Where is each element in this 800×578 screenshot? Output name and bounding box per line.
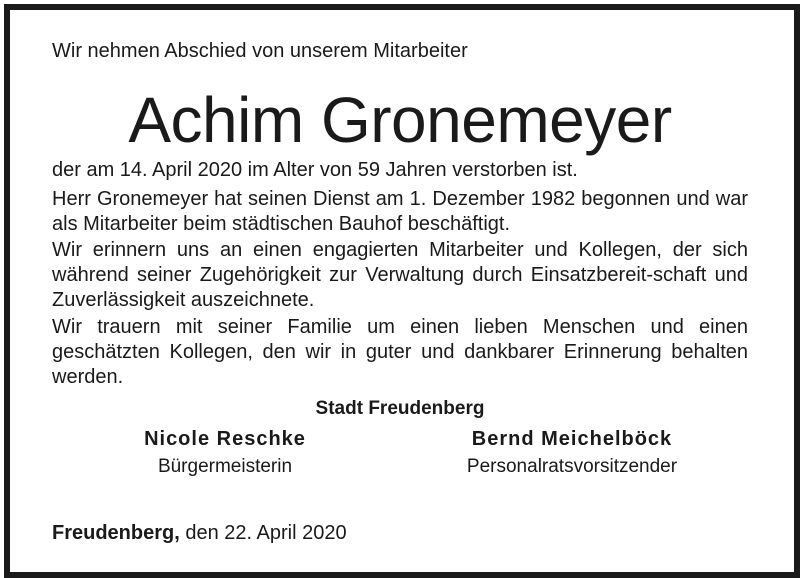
signatory-role: Personalratsvorsitzender	[466, 456, 678, 477]
paragraph-remembrance: Wir erinnern uns an einen engagierten Mitarbeiter und Kollegen, der sich während seiner Zugehörigkeit zur Verwaltung durch Einsatzbereit-schaft und Zuverlässigkeit auszeichnete.	[52, 239, 748, 311]
organization-name: Stadt Freudenberg	[315, 398, 485, 419]
signatory-name: Nicole Reschke	[144, 428, 306, 450]
signatory-role: Bürgermeisterin	[157, 456, 293, 477]
notice-date: den 22. April 2020	[185, 522, 347, 544]
signatory-staff-council	[442, 426, 702, 480]
paragraph-death-date: der am 14. April 2020 im Alter von 59 Jahren verstorben ist.	[52, 159, 578, 181]
intro-line: Wir nehmen Abschied von unserem Mitarbeiter	[52, 40, 468, 62]
paragraph-service: Herr Gronemeyer hat seinen Dienst am 1. Dezember 1982 begonnen und war als Mitarbeiter beim städtischen Bauhof beschäftigt.	[52, 188, 748, 235]
signatory-mayor	[130, 426, 320, 480]
deceased-name: Achim Gronemeyer	[128, 84, 672, 156]
paragraph-mourning: Wir trauern mit seiner Familie um einen lieben Menschen und einen geschätzten Kollegen, den wir in guter und dankbarer Erinnerung behalten werden.	[52, 316, 748, 388]
place-name: Freudenberg,	[52, 522, 180, 544]
place-and-date	[52, 520, 347, 546]
signatory-name: Bernd Meichelböck	[471, 428, 673, 450]
